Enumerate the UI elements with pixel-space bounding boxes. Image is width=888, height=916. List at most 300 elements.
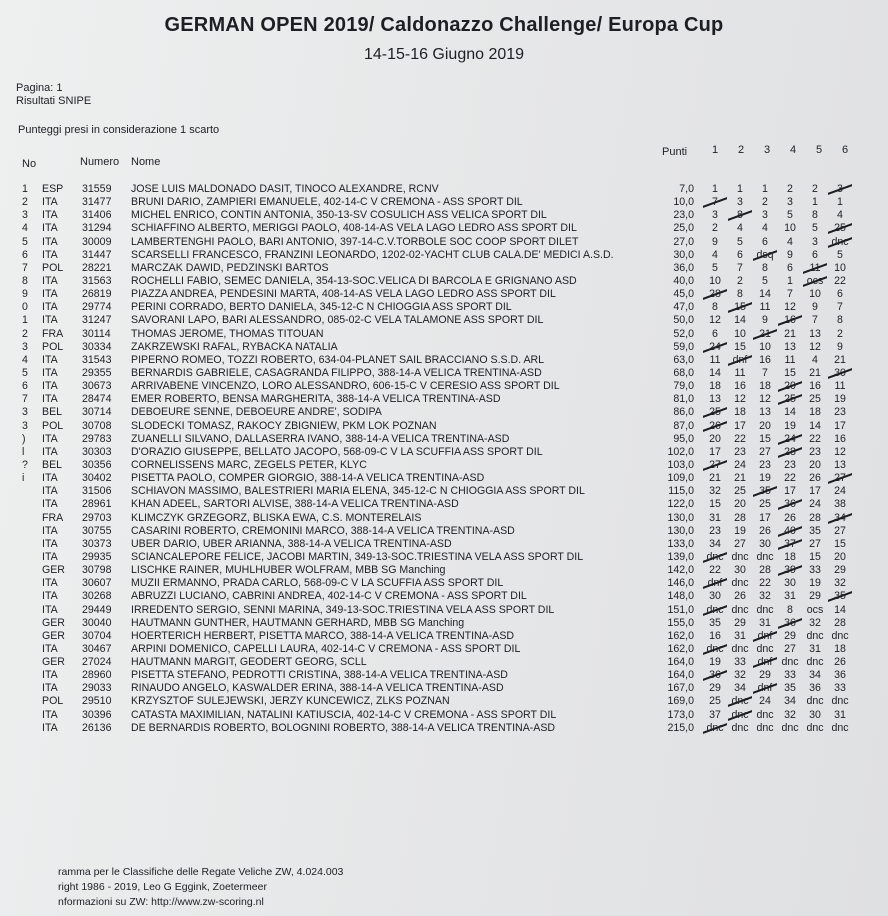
crew-name-cell: SAVORANI LAPO, BARI ALESSANDRO, 085-02-C VELA TALAMONE ASS SPORT DIL xyxy=(131,314,544,327)
nation-cell: GER xyxy=(42,616,65,629)
nation-cell: ITA xyxy=(42,550,58,563)
race-score: 12 xyxy=(784,301,796,314)
header-race-1: 1 xyxy=(712,144,719,156)
results-table xyxy=(0,183,888,735)
race-score: 35 xyxy=(709,616,721,629)
nation-cell: ITA xyxy=(42,393,58,406)
race-score: 5 xyxy=(737,235,743,248)
race-score: 11 xyxy=(784,353,796,366)
table-row xyxy=(0,643,888,656)
nation-cell: ITA xyxy=(42,196,58,209)
nation-cell: POL xyxy=(42,340,64,353)
header-name: Nome xyxy=(131,156,161,168)
table-row xyxy=(0,590,888,603)
sail-number-cell: 29774 xyxy=(82,301,112,314)
race-score: 14 xyxy=(784,406,796,419)
rank-cell: 8 xyxy=(22,274,28,287)
race-score: 10 xyxy=(834,261,846,274)
nation-cell: BEL xyxy=(42,406,63,419)
race-score: 25 xyxy=(809,393,821,406)
race-score: 32 xyxy=(759,590,771,603)
race-score: 23 xyxy=(834,406,846,419)
sail-number-cell: 29355 xyxy=(82,366,112,379)
nation-cell: ITA xyxy=(42,353,58,366)
table-row xyxy=(0,459,888,472)
race-score: 32 xyxy=(834,577,846,590)
discarded-race-score: 15 xyxy=(728,301,752,314)
rank-cell: 3 xyxy=(22,406,28,419)
table-row xyxy=(0,446,888,459)
race-score: 19 xyxy=(759,472,771,485)
race-score: 14 xyxy=(759,288,771,301)
race-score: 3 xyxy=(787,196,793,209)
table-row xyxy=(0,249,888,262)
race-score: 35 xyxy=(784,682,796,695)
table-row xyxy=(0,498,888,511)
rank-cell: 3 xyxy=(22,419,28,432)
points-cell: 115,0 xyxy=(668,485,694,498)
table-row xyxy=(0,604,888,617)
race-score: 17 xyxy=(784,485,796,498)
event-dates: 14-15-16 Giugno 2019 xyxy=(363,46,525,63)
points-cell: 142,0 xyxy=(667,564,694,577)
sail-number-cell: 30009 xyxy=(82,235,112,248)
race-score: 34 xyxy=(709,537,721,550)
points-cell: 23,0 xyxy=(673,209,694,222)
race-score: 8 xyxy=(712,301,718,314)
race-score: 31 xyxy=(834,708,846,721)
sail-number-cell: 30402 xyxy=(82,472,112,485)
nation-cell: ITA xyxy=(42,708,58,721)
sail-number-cell: 31247 xyxy=(82,314,112,327)
discarded-race-score: dnc xyxy=(703,722,727,735)
discarded-race-score: 24 xyxy=(703,341,727,354)
table-row xyxy=(0,262,888,275)
race-score: 22 xyxy=(709,564,721,577)
race-score: 1 xyxy=(837,196,843,209)
sail-number-cell: 31506 xyxy=(82,485,112,498)
points-cell: 130,0 xyxy=(667,511,694,524)
race-score: dnc xyxy=(731,577,749,590)
race-score: 4 xyxy=(787,235,793,248)
race-score: 6 xyxy=(837,288,843,301)
table-row xyxy=(0,512,888,525)
race-score: 1 xyxy=(812,196,818,209)
race-score: 3 xyxy=(737,196,743,209)
table-row xyxy=(0,420,888,433)
race-score: 6 xyxy=(787,261,793,274)
discarded-race-score: 25 xyxy=(703,406,727,419)
race-score: 17 xyxy=(709,445,721,458)
nation-cell: ITA xyxy=(42,537,58,550)
crew-name-cell: BERNARDIS GABRIELE, CASAGRANDA FILIPPO, 388-14-A VELICA TRENTINA-ASD xyxy=(131,366,542,379)
race-score: 23 xyxy=(784,458,796,471)
crew-name-cell: SLODECKI TOMASZ, RAKOCY ZBIGNIEW, PKM LOK POZNAN xyxy=(131,419,437,432)
discarded-race-score: dnc xyxy=(703,551,727,564)
race-score: 21 xyxy=(784,327,796,340)
nation-cell: ITA xyxy=(42,590,58,603)
discarded-race-score: dnc xyxy=(828,236,852,249)
crew-name-cell: KRZYSZTOF SULEJEWSKI, JERZY KUNCEWICZ, ZLKS POZNAN xyxy=(131,695,450,708)
points-cell: 130,0 xyxy=(667,524,694,537)
crew-name-cell: JOSE LUIS MALDONADO DASIT, TINOCO ALEXANDRE, RCNV xyxy=(131,183,439,195)
race-score: 16 xyxy=(709,629,721,642)
table-row xyxy=(0,328,888,341)
crew-name-cell: SCARSELLI FRANCESCO, FRANZINI LEONARDO, 1202-02-YACHT CLUB CALA.DE' MEDICI A.S.D. xyxy=(131,248,614,261)
rank-cell: 1 xyxy=(22,183,28,195)
sail-number-cell: 29449 xyxy=(82,603,112,616)
race-score: 9 xyxy=(762,314,768,327)
table-row xyxy=(0,380,888,393)
discarded-race-score: dnf xyxy=(753,656,777,669)
points-cell: 68,0 xyxy=(673,366,694,379)
points-cell: 155,0 xyxy=(667,616,694,629)
race-score: 6 xyxy=(737,248,743,261)
points-cell: 95,0 xyxy=(673,432,694,445)
race-score: 21 xyxy=(709,472,721,485)
sail-number-cell: 29935 xyxy=(82,550,112,563)
nation-cell: ITA xyxy=(42,314,58,327)
sail-number-cell: 30373 xyxy=(82,537,112,550)
race-score: 31 xyxy=(709,511,721,524)
race-score: 29 xyxy=(734,616,746,629)
points-cell: 59,0 xyxy=(673,340,694,353)
points-cell: 40,0 xyxy=(673,274,694,287)
race-score: 27 xyxy=(759,445,771,458)
crew-name-cell: CASARINI ROBERTO, CREMONINI MARCO, 388-14-A VELICA TRENTINA-ASD xyxy=(131,524,515,537)
race-score: 12 xyxy=(809,340,821,353)
crew-name-cell: SCIANCALEPORE FELICE, JACOBI MARTIN, 349-13-SOC.TRIESTINA VELA ASS SPORT DIL xyxy=(131,550,584,563)
sail-number-cell: 30356 xyxy=(82,458,112,471)
race-score: 25 xyxy=(734,485,746,498)
nation-cell: ITA xyxy=(42,682,58,695)
race-score: 4 xyxy=(837,209,843,222)
points-cell: 133,0 xyxy=(667,537,694,550)
sail-number-cell: 30708 xyxy=(82,419,112,432)
race-score: 10 xyxy=(809,288,821,301)
rank-cell: 6 xyxy=(22,248,28,261)
nation-cell: ITA xyxy=(42,577,58,590)
table-row xyxy=(0,236,888,249)
sail-number-cell: 31543 xyxy=(82,353,112,366)
nation-cell: POL xyxy=(42,695,64,708)
race-score: dnc xyxy=(781,656,799,669)
race-score: dnc xyxy=(806,656,824,669)
header-points: Punti xyxy=(662,146,688,158)
race-score: 6 xyxy=(812,248,818,261)
sail-number-cell: 29783 xyxy=(82,432,112,445)
rank-cell: 5 xyxy=(22,366,28,379)
discarded-race-score: 27 xyxy=(703,459,727,472)
race-score: 17 xyxy=(759,511,771,524)
crew-name-cell: PISETTA PAOLO, COMPER GIORGIO, 388-14-A VELICA TRENTINA-ASD xyxy=(131,472,485,485)
race-score: 36 xyxy=(809,682,821,695)
rank-cell: 2 xyxy=(22,327,28,340)
race-score: dnc xyxy=(831,695,849,708)
sail-number-cell: 30673 xyxy=(82,380,112,393)
header-race-5: 5 xyxy=(816,144,823,156)
sail-number-cell: 30114 xyxy=(82,327,111,340)
table-row xyxy=(0,669,888,682)
race-score: 20 xyxy=(759,419,771,432)
race-score: 29 xyxy=(709,682,721,695)
nation-cell: ITA xyxy=(42,472,58,485)
race-score: 31 xyxy=(734,629,746,642)
nation-cell: ITA xyxy=(42,235,58,248)
nation-cell: GER xyxy=(42,564,65,577)
discarded-race-score: 7 xyxy=(703,196,727,209)
points-cell: 50,0 xyxy=(673,314,694,327)
crew-name-cell: CORNELISSENS MARC, ZEGELS PETER, KLYC xyxy=(131,458,367,471)
race-score: dnc xyxy=(731,550,749,563)
race-score: 28 xyxy=(809,511,821,524)
scoring-note: Punteggi presi in considerazione 1 scarto xyxy=(18,124,220,136)
sail-number-cell: 30607 xyxy=(82,577,112,590)
sail-number-cell: 30303 xyxy=(82,445,112,458)
points-cell: 164,0 xyxy=(667,656,694,669)
table-row xyxy=(0,275,888,288)
points-cell: 139,0 xyxy=(667,550,694,563)
points-cell: 81,0 xyxy=(673,393,694,406)
nation-cell: ITA xyxy=(42,498,58,511)
race-score: 5 xyxy=(787,209,793,222)
race-score: 19 xyxy=(709,656,721,669)
race-score: 3 xyxy=(712,209,718,222)
points-cell: 151,0 xyxy=(667,603,694,616)
nation-cell: POL xyxy=(42,261,64,274)
race-score: 23 xyxy=(759,458,771,471)
table-row xyxy=(0,314,888,327)
race-score: 15 xyxy=(834,537,846,550)
race-score: 5 xyxy=(837,248,843,261)
crew-name-cell: SCHIAFFINO ALBERTO, MERIGGI PAOLO, 408-14-AS VELA LAGO LEDRO ASS SPORT DIL xyxy=(131,222,577,235)
sail-number-cell: 28960 xyxy=(82,669,112,682)
sail-number-cell: 31294 xyxy=(82,222,112,235)
race-score: 22 xyxy=(734,432,746,445)
points-cell: 7,0 xyxy=(679,183,694,195)
race-score: dnc xyxy=(831,629,849,642)
discarded-race-score: 11 xyxy=(803,262,827,275)
race-score: 1 xyxy=(737,183,743,195)
discarded-race-score: 35 xyxy=(753,485,777,498)
sail-number-cell: 30334 xyxy=(82,340,112,353)
header-race-2: 2 xyxy=(738,144,745,156)
points-cell: 87,0 xyxy=(673,419,694,432)
race-score: 2 xyxy=(712,222,718,235)
table-row xyxy=(0,472,888,485)
nation-cell: ITA xyxy=(42,669,58,682)
nation-cell: ITA xyxy=(42,642,58,655)
rank-cell: 7 xyxy=(22,261,28,274)
race-score: 36 xyxy=(834,669,846,682)
discarded-race-score: 30 xyxy=(828,367,852,380)
rank-cell: 3 xyxy=(22,340,28,353)
race-score: 16 xyxy=(759,353,771,366)
crew-name-cell: PERINI CORRADO, BERTO DANIELA, 345-12-C N CHIOGGIA ASS SPORT DIL xyxy=(131,301,512,314)
race-score: 26 xyxy=(759,524,771,537)
discarded-race-score: 35 xyxy=(828,590,852,603)
discarded-race-score: dnc xyxy=(728,695,752,708)
sail-number-cell: 30467 xyxy=(82,642,112,655)
race-score: 3 xyxy=(812,235,818,248)
race-score: 24 xyxy=(734,458,746,471)
race-score: 26 xyxy=(734,590,746,603)
discarded-race-score: dsq xyxy=(753,249,777,262)
race-score: 11 xyxy=(734,366,746,379)
discarded-race-score: 25 xyxy=(828,222,852,235)
points-cell: 109,0 xyxy=(667,472,694,485)
table-row xyxy=(0,406,888,419)
table-row xyxy=(0,485,888,498)
race-score: 27 xyxy=(834,524,846,537)
race-score: 8 xyxy=(787,603,793,616)
crew-name-cell: PISETTA STEFANO, PEDROTTI CRISTINA, 388-14-A VELICA TRENTINA-ASD xyxy=(131,669,508,682)
race-score: 9 xyxy=(812,301,818,314)
discarded-race-score: dnc xyxy=(703,604,727,617)
race-score: 13 xyxy=(759,406,771,419)
race-score: 24 xyxy=(759,695,771,708)
points-cell: 103,0 xyxy=(667,458,694,471)
crew-name-cell: HAUTMANN MARGIT, GEODERT GEORG, SCLL xyxy=(131,656,367,669)
table-row xyxy=(0,341,888,354)
rank-cell: 5 xyxy=(22,235,28,248)
race-score: 18 xyxy=(709,380,721,393)
race-score: 23 xyxy=(809,445,821,458)
crew-name-cell: ZAKRZEWSKI RAFAL, RYBACKA NATALIA xyxy=(131,340,338,353)
race-score: dnc xyxy=(806,695,824,708)
race-score: 19 xyxy=(834,393,846,406)
rank-cell: 7 xyxy=(22,393,28,406)
crew-name-cell: PIAZZA ANDREA, PENDESINI MARTA, 408-14-AS VELA LAGO LEDRO ASS SPORT DIL xyxy=(131,288,556,301)
race-score: 26 xyxy=(809,472,821,485)
rank-cell: 1 xyxy=(22,314,28,327)
race-score: dnc xyxy=(756,642,774,655)
discarded-race-score: dnc xyxy=(703,643,727,656)
race-score: 12 xyxy=(834,445,846,458)
points-cell: 162,0 xyxy=(667,642,694,655)
nation-cell: ITA xyxy=(42,380,58,393)
race-score: 17 xyxy=(734,419,746,432)
race-score: 31 xyxy=(784,590,796,603)
race-score: 20 xyxy=(809,458,821,471)
race-score: dnc xyxy=(756,721,774,734)
race-score: 24 xyxy=(809,498,821,511)
race-score: 21 xyxy=(809,366,821,379)
discarded-race-score: 37 xyxy=(778,538,802,551)
points-cell: 148,0 xyxy=(667,590,694,603)
race-score: 18 xyxy=(834,642,846,655)
race-score: 5 xyxy=(812,222,818,235)
race-score: 6 xyxy=(712,327,718,340)
sail-number-cell: 31406 xyxy=(82,209,112,222)
race-score: dnc xyxy=(781,721,799,734)
sail-number-cell: 30396 xyxy=(82,708,112,721)
sail-number-cell: 28961 xyxy=(82,498,112,511)
crew-name-cell: RINAUDO ANGELO, KASWALDER ERINA, 388-14-A VELICA TRENTINA-ASD xyxy=(131,682,504,695)
race-score: 30 xyxy=(784,577,796,590)
race-score: 33 xyxy=(834,682,846,695)
race-score: ocs xyxy=(806,603,824,616)
header-number: Numero xyxy=(80,156,120,168)
race-score: 15 xyxy=(734,340,746,353)
points-cell: 169,0 xyxy=(667,695,694,708)
race-score: 13 xyxy=(784,340,796,353)
footer-copyright: right 1986 - 2019, Leo G Eggink, Zoetermeer xyxy=(58,881,267,893)
table-row xyxy=(0,367,888,380)
race-score: 15 xyxy=(709,498,721,511)
race-score: 8 xyxy=(812,209,818,222)
race-score: 14 xyxy=(834,603,846,616)
race-score: 16 xyxy=(809,380,821,393)
sail-number-cell: 30755 xyxy=(82,524,112,537)
race-score: 25 xyxy=(759,498,771,511)
points-cell: 173,0 xyxy=(667,708,694,721)
discarded-race-score: dnc xyxy=(728,709,752,722)
crew-name-cell: KLIMCZYK GRZEGORZ, BLISKA EWA, C.S. MONTERELAIS xyxy=(131,511,422,524)
rank-cell: 4 xyxy=(22,353,28,366)
discarded-race-score: 26 xyxy=(703,420,727,433)
race-score: 27 xyxy=(784,642,796,655)
table-row xyxy=(0,196,888,209)
race-score: 20 xyxy=(834,550,846,563)
race-score: 2 xyxy=(787,183,793,195)
discarded-race-score: 28 xyxy=(778,446,802,459)
race-score: 1 xyxy=(712,183,718,195)
points-cell: 30,0 xyxy=(673,248,694,261)
discarded-race-score: 21 xyxy=(753,328,777,341)
race-score: 34 xyxy=(734,682,746,695)
discarded-race-score: 8 xyxy=(728,209,752,222)
points-cell: 146,0 xyxy=(667,577,694,590)
race-score: 18 xyxy=(809,406,821,419)
discarded-race-score: 25 xyxy=(778,393,802,406)
table-row xyxy=(0,722,888,735)
results-class: Risultati SNIPE xyxy=(16,95,92,107)
crew-name-cell: ABRUZZI LUCIANO, CABRINI ANDREA, 402-14-C V CREMONA - ASS SPORT DIL xyxy=(131,590,527,603)
discarded-race-score: 28 xyxy=(703,288,727,301)
sail-number-cell: 30798 xyxy=(82,564,112,577)
points-cell: 167,0 xyxy=(667,682,694,695)
race-score: 4 xyxy=(737,222,743,235)
sail-number-cell: 29703 xyxy=(82,511,112,524)
nation-cell: ITA xyxy=(42,432,58,445)
race-score: 11 xyxy=(834,380,846,393)
race-score: 5 xyxy=(712,261,718,274)
race-score: 22 xyxy=(834,274,846,287)
table-row xyxy=(0,433,888,446)
points-cell: 63,0 xyxy=(673,353,694,366)
race-score: 11 xyxy=(759,301,771,314)
race-score: 30 xyxy=(734,564,746,577)
sail-number-cell: 28221 xyxy=(82,261,112,274)
race-score: 32 xyxy=(809,616,821,629)
race-score: 29 xyxy=(759,669,771,682)
race-score: 14 xyxy=(734,314,746,327)
points-cell: 79,0 xyxy=(673,380,694,393)
crew-name-cell: KHAN ADEEL, SARTORI ALVISE, 388-14-A VELICA TRENTINA-ASD xyxy=(131,498,459,511)
sail-number-cell: 30714 xyxy=(82,406,112,419)
rank-cell: ) xyxy=(22,432,26,445)
rank-cell: i xyxy=(22,472,25,485)
nation-cell: ESP xyxy=(42,183,64,195)
race-score: 2 xyxy=(762,196,768,209)
race-score: 23 xyxy=(709,524,721,537)
race-score: 15 xyxy=(809,550,821,563)
race-score: 30 xyxy=(759,537,771,550)
table-row xyxy=(0,393,888,406)
sail-number-cell: 30268 xyxy=(82,590,112,603)
nation-cell: GER xyxy=(42,656,65,669)
